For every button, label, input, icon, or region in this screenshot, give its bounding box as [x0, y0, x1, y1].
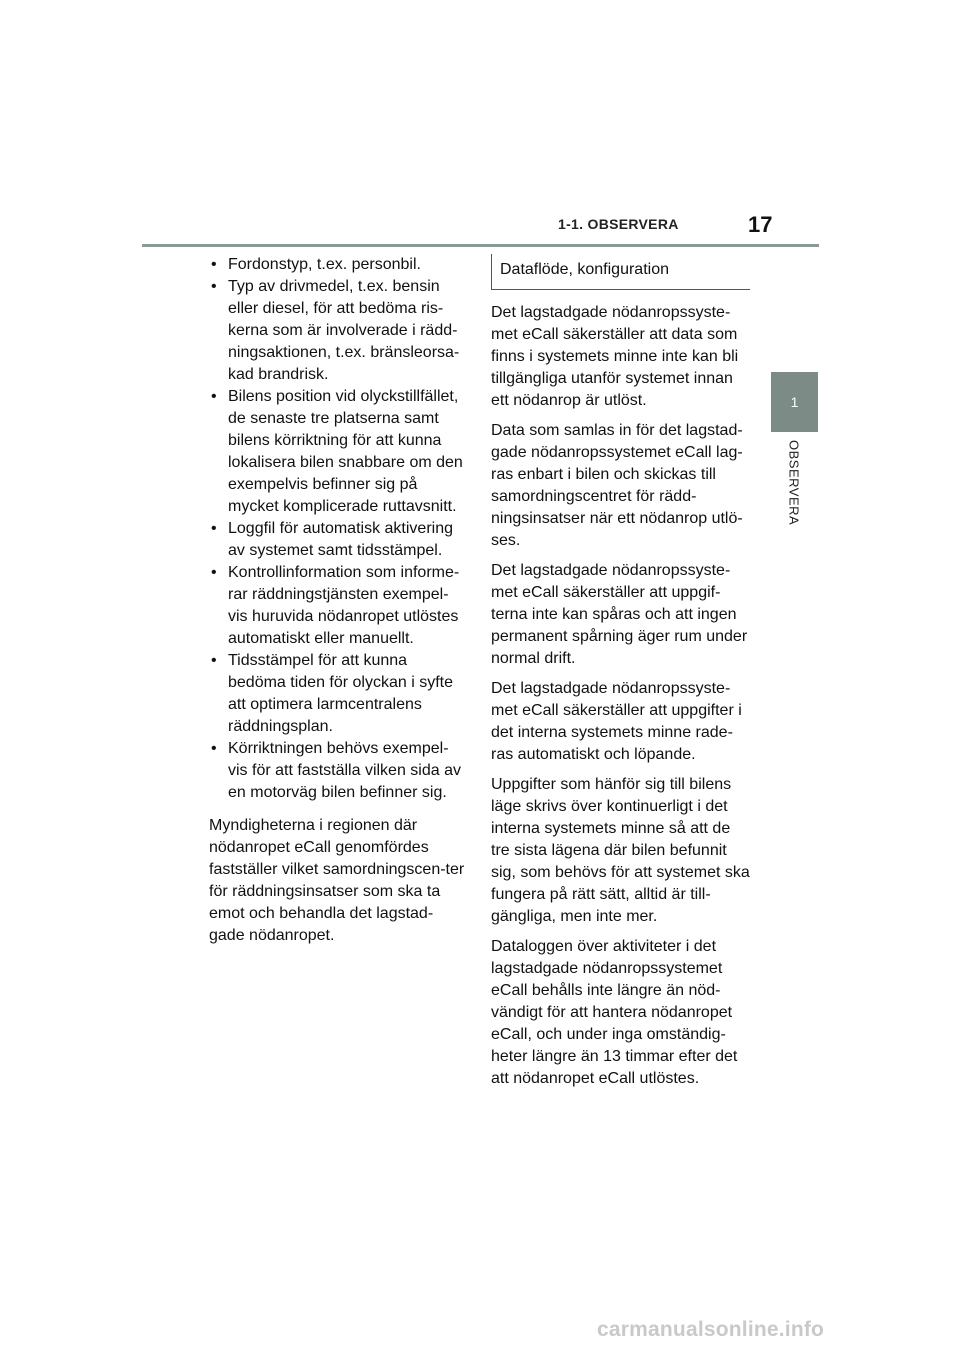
body-paragraph: Myndigheterna i regionen där nödanropet eCall genomfördes fastställer vilket samordningscen-ter för räddningsinsatser som ska ta emot och behandla det lagstad-gade nödanropet.: [209, 817, 465, 944]
list-item: • Kontrollinformation som informe-rar räddningstjänsten exempel-vis huruvida nödanropet utlöstes automatiskt eller manuellt.: [209, 562, 465, 650]
body-paragraph: Det lagstadgade nödanropssyste-met eCall säkerställer att data som finns i systemets minne inte kan bli tillgängliga utanför systemet innan ett nödanrop är utlöst.: [491, 304, 739, 409]
body-paragraph: Det lagstadgade nödanropssyste-met eCall säkerställer att uppgifter i det interna systemets minne rade-ras automatiskt och löpande.: [491, 680, 742, 763]
list-item: • Bilens position vid olyckstillfället, de senaste tre platserna samt bilens körriktning för att kunna lokalisera bilen snabbare om den exempelvis befinner sig på mycket komplicerade ruttavsnitt.: [209, 386, 465, 518]
section-heading: Dataflöde, konfiguration: [500, 261, 669, 278]
left-column: [209, 254, 465, 947]
list-item: • Körriktningen behövs exempel-vis för att fastställa vilken sida av en motorväg bilen befinner sig.: [209, 738, 465, 804]
list-item: • Tidsstämpel för att kunna bedöma tiden för olyckan i syfte att optimera larmcentralens räddningsplan.: [209, 650, 465, 738]
header-divider: [142, 244, 819, 247]
chapter-label: OBSERVERA: [786, 440, 802, 526]
body-paragraph: Det lagstadgade nödanropssyste-met eCall säkerställer att uppgif-terna inte kan spåras och att ingen permanent spårning äger rum under normal drift.: [491, 562, 748, 667]
page-number: 17: [748, 212, 773, 237]
section-heading-box: [491, 254, 750, 290]
chapter-number: 1: [790, 394, 799, 410]
bullet-list: [209, 254, 465, 804]
list-item: • Typ av drivmedel, t.ex. bensin eller diesel, för att bedöma ris-kerna som är involverade i rädd-ningsaktionen, t.ex. bränsleorsa-kad brandrisk.: [209, 276, 465, 386]
body-paragraph: Data som samlas in för det lagstad-gade nödanropssystemet eCall lag-ras enbart i bilen och skickas till samordningscentret för rädd-ningsinsatser när ett nödanrop utlö-ses.: [491, 422, 743, 549]
list-item: • Fordonstyp, t.ex. personbil.: [209, 254, 465, 276]
right-column: [491, 254, 751, 1098]
watermark: carmanualsonline.info: [597, 1318, 825, 1341]
list-item: • Loggfil för automatisk aktivering av systemet samt tidsstämpel.: [209, 518, 465, 562]
chapter-tab: [771, 372, 818, 432]
section-title: 1-1. OBSERVERA: [558, 216, 679, 232]
body-paragraph: Uppgifter som hänför sig till bilens läge skrivs över kontinuerligt i det interna systemets minne så att de tre sista lägena där bilen befunnit sig, som behövs för att systemet ska fungera på rätt sätt, alltid är till-gängliga, men inte mer.: [491, 776, 750, 925]
body-paragraph: Dataloggen över aktiviteter i det lagstadgade nödanropssystemet eCall behålls inte längre än nöd-vändigt för att hantera nödanropet eCall, och under inga omständig-heter längre än 13 timmar efter det att nödanropet eCall utlöstes.: [491, 938, 738, 1087]
